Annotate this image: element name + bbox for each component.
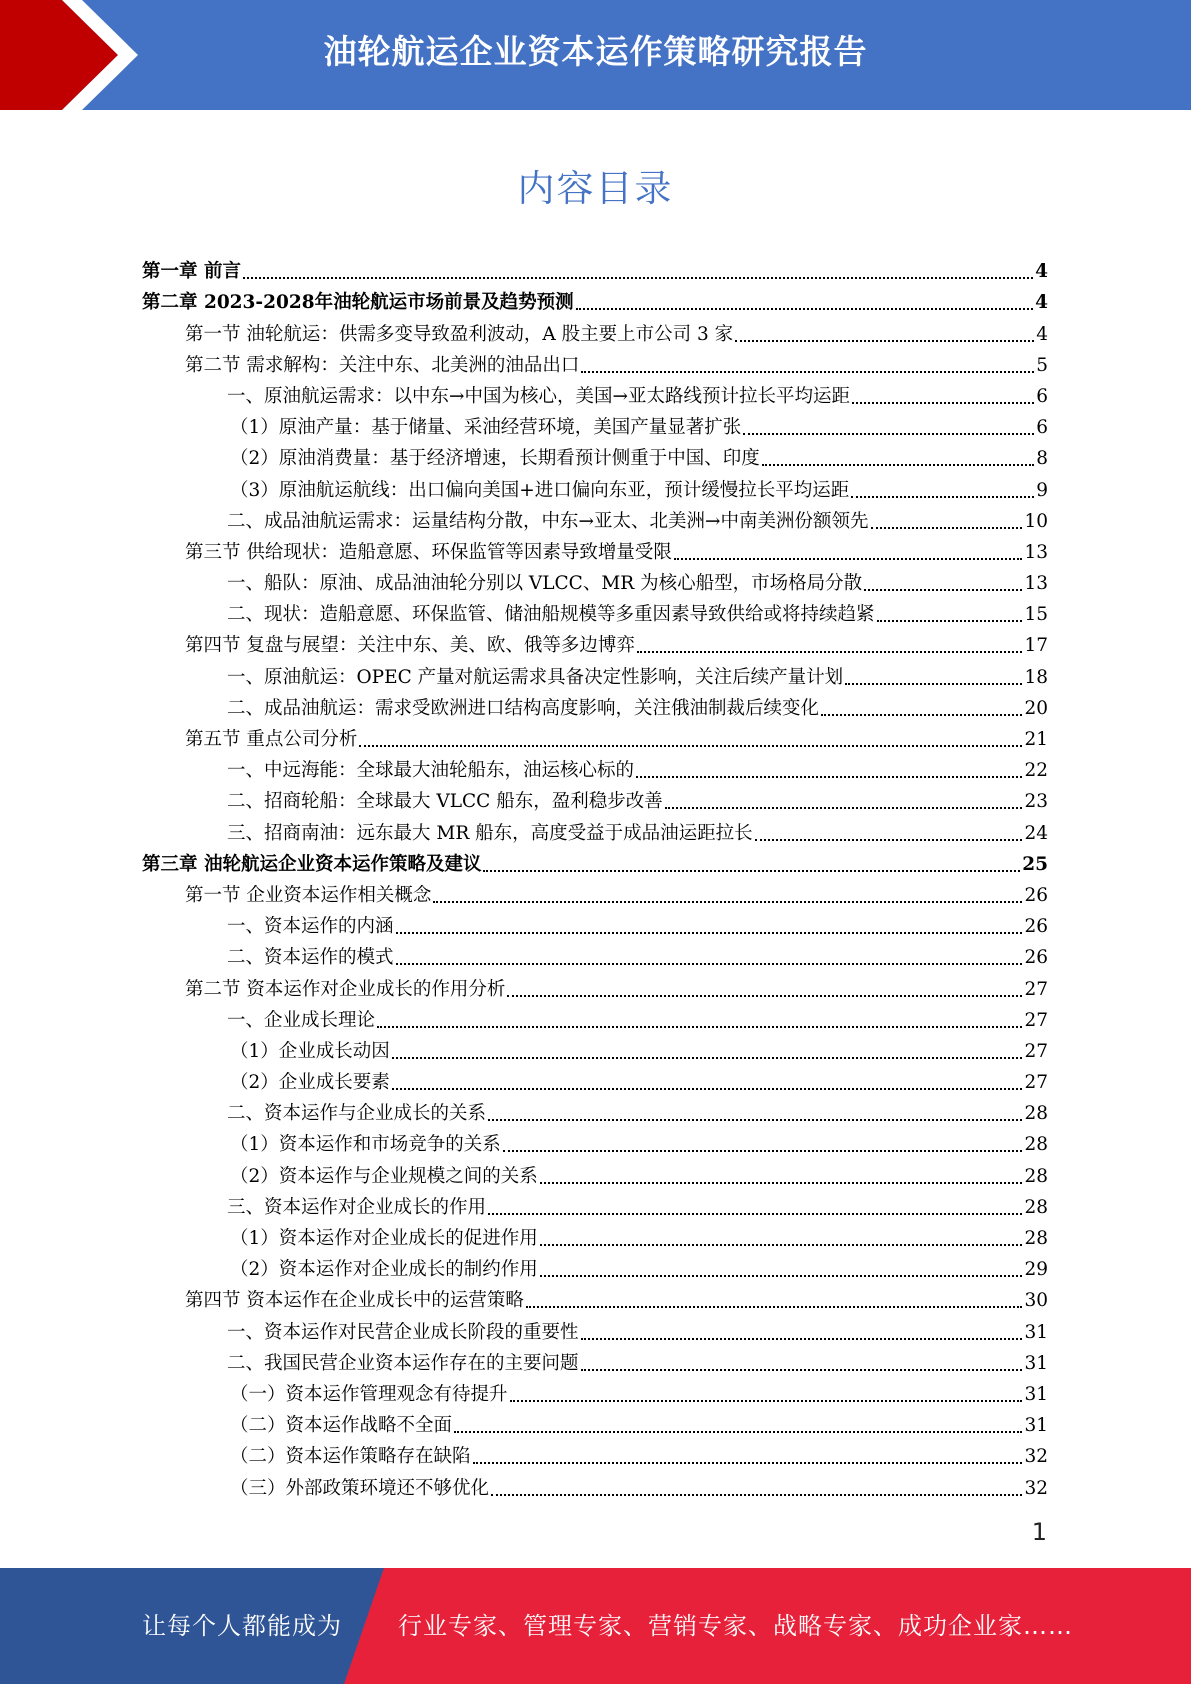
toc-leader-dots [674,558,1023,560]
toc-entry-page: 31 [1024,1321,1048,1343]
toc-leader-dots [877,620,1023,622]
toc-entry[interactable] [142,878,1048,909]
toc-leader-dots [377,1026,1022,1028]
toc-entry-page: 31 [1024,1415,1048,1437]
toc-entry[interactable] [142,1439,1048,1470]
toc-leader-dots [359,745,1022,747]
toc-entry-label: （二）资本运作战略不全面 [230,1415,453,1437]
report-title: 油轮航运企业资本运作策略研究报告 [323,32,868,71]
toc-entry[interactable] [142,753,1048,784]
toc-entry-page: 21 [1024,729,1048,750]
toc-entry-label: 第二节 需求解构：关注中东、北美洲的油品出口 [185,354,580,376]
toc-entry-label: 一、企业成长理论 [227,1009,376,1031]
toc-leader-dots [852,402,1034,404]
toc-leader-dots [576,308,1034,310]
toc-leader-dots [488,1213,1022,1215]
toc-entry-page: 18 [1024,666,1048,688]
toc-entry-page: 13 [1024,541,1048,563]
toc-entry-label: （二）资本运作策略存在缺陷 [230,1446,471,1468]
toc-entry-page: 5 [1036,354,1048,376]
toc-entry-page: 29 [1024,1259,1048,1281]
toc-entry-label: 二、我国民营企业资本运作存在的主要问题 [227,1352,579,1374]
toc-entry-label: 第四节 复盘与展望：关注中东、美、欧、俄等多边博弈 [185,635,635,657]
toc-entry-page: 30 [1024,1290,1048,1312]
toc-entry[interactable] [142,254,1048,285]
toc-entry-page: 17 [1024,635,1048,657]
toc-entry-page: 27 [1024,1072,1048,1094]
toc-leader-dots [637,651,1023,653]
toc-leader-dots [473,1462,1023,1464]
toc-entry[interactable] [142,316,1048,347]
toc-entry-label: 一、资本运作的内涵 [227,916,394,938]
toc-entry-page: 27 [1024,1040,1048,1062]
toc-entry-label: （2）资本运作与企业规模之间的关系 [230,1165,538,1187]
toc-entry[interactable] [142,472,1048,503]
toc-leader-dots [845,683,1022,685]
toc-entry-label: 第五节 重点公司分析 [185,729,358,750]
toc-entry[interactable] [142,940,1048,971]
toc-leader-dots [851,496,1034,498]
toc-leader-dots [392,1057,1023,1059]
toc-leader-dots [735,340,1034,342]
toc-entry-page: 31 [1024,1383,1048,1405]
toc-leader-dots [243,277,1033,279]
toc-entry[interactable] [142,659,1048,690]
toc-entry-page: 15 [1024,604,1048,626]
toc-entry[interactable] [142,628,1048,659]
toc-entry-label: （一）资本运作管理观念有待提升 [230,1383,508,1405]
toc-entry[interactable] [142,1377,1048,1408]
toc-entry[interactable] [142,535,1048,566]
toc-entry-label: 一、中远海能：全球最大油轮船东，油运核心标的 [227,760,635,782]
toc-entry-page: 23 [1024,791,1048,813]
toc-entry-page: 13 [1024,573,1048,595]
toc-leader-dots [396,963,1023,965]
toc-entry-page: 28 [1024,1165,1048,1187]
toc-entry-label: 第一节 企业资本运作相关概念 [185,884,432,906]
toc-entry-label: 一、原油航运：OPEC 产量对航运需求具备决定性影响，关注后续产量计划 [227,666,844,688]
toc-entry-page: 6 [1036,417,1048,439]
toc-entry-label: （1）企业成长动因 [230,1040,390,1062]
toc-leader-dots [864,589,1022,591]
toc-entry-page: 6 [1036,385,1048,407]
toc-entry-label: 第二节 资本运作对企业成长的作用分析 [185,978,506,1000]
toc-leader-dots [581,371,1034,373]
toc-entry[interactable] [142,1470,1048,1501]
toc-entry-label: 三、资本运作对企业成长的作用 [227,1196,487,1218]
toc-entry-page: 4 [1035,292,1048,314]
toc-entry[interactable] [142,1221,1048,1252]
toc-entry-page: 27 [1024,1009,1048,1031]
toc-leader-dots [510,1400,1023,1402]
toc-entry-label: 第四节 资本运作在企业成长中的运营策略 [185,1290,524,1312]
toc-entry-label: 一、资本运作对民营企业成长阶段的重要性 [227,1321,579,1343]
toc-leader-dots [665,807,1023,809]
toc-leader-dots [526,1306,1023,1308]
footer-slogan-left: 让每个人都能成为 [142,1612,342,1640]
toc-leader-dots [636,776,1022,778]
toc-entry[interactable] [142,1003,1048,1034]
toc-entry-page: 27 [1024,978,1048,1000]
toc-entry[interactable] [142,971,1048,1002]
toc-leader-dots [755,839,1023,841]
toc-entry[interactable] [142,441,1048,472]
toc-entry-page: 31 [1024,1352,1048,1374]
toc-entry-label: （1）资本运作对企业成长的促进作用 [230,1228,538,1249]
toc-entry-label: 二、资本运作与企业成长的关系 [227,1103,487,1125]
toc-leader-dots [762,464,1034,466]
toc-entry-label: （2）资本运作对企业成长的制约作用 [230,1259,538,1281]
header-band [0,0,1191,110]
toc-entry-label: 第三节 供给现状：造船意愿、环保监管等因素导致增量受限 [185,541,672,563]
toc-entry-label: 第二章 2023-2028年油轮航运市场前景及趋势预测 [142,292,574,314]
toc-entry-label: 三、招商南油：远东最大 MR 船东，高度受益于成品油运距拉长 [227,822,753,844]
toc-entry[interactable] [142,909,1048,940]
toc-entry[interactable] [142,348,1048,379]
toc-entry[interactable] [142,410,1048,441]
toc-entry-page: 32 [1024,1446,1048,1468]
toc-leader-dots [483,870,1020,872]
toc-entry-page: 32 [1024,1477,1048,1499]
toc-entry-page: 20 [1024,697,1048,719]
toc-entry[interactable] [142,1283,1048,1314]
toc-entry-label: （三）外部政策环境还不够优化 [230,1477,490,1499]
toc-entry-page: 25 [1022,853,1048,875]
toc-leader-dots [871,527,1023,529]
toc-leader-dots [540,1182,1023,1184]
toc-leader-dots [392,1088,1023,1090]
toc-entry[interactable] [142,1096,1048,1127]
toc-entry-label: （3）原油航运航线：出口偏向美国+进口偏向东亚，预计缓慢拉长平均运距 [230,479,850,501]
toc-entry-label: （2）原油消费量：基于经济增速，长期看预计侧重于中国、印度 [230,448,760,470]
toc-entry-page: 28 [1024,1228,1048,1249]
toc-leader-dots [540,1244,1023,1246]
toc-entry[interactable] [142,379,1048,410]
toc-leader-dots [488,1119,1022,1121]
toc-entry-page: 4 [1035,261,1048,283]
toc-entry[interactable] [142,1034,1048,1065]
toc-leader-dots [503,1150,1023,1152]
toc-entry-page: 9 [1036,479,1048,501]
toc-entry[interactable] [142,784,1048,815]
footer-slogan-right: 行业专家、管理专家、营销专家、战略专家、成功企业家…… [398,1612,1073,1640]
toc-entry-page: 28 [1024,1196,1048,1218]
toc-entry[interactable] [142,691,1048,722]
toc-entry[interactable] [142,722,1048,753]
toc-entry-label: 二、招商轮船：全球最大 VLCC 船东，盈利稳步改善 [227,791,663,813]
toc-list [142,254,1048,1502]
toc-entry-page: 26 [1024,916,1048,938]
toc-entry-label: 一、原油航运需求：以中东→中国为核心，美国→亚太路线预计拉长平均运距 [227,385,851,407]
toc-entry-label: 一、船队：原油、成品油油轮分别以 VLCC、MR 为核心船型，市场格局分散 [227,573,863,595]
toc-entry[interactable] [142,504,1048,535]
toc-entry-label: （1）资本运作和市场竞争的关系 [230,1134,501,1156]
toc-entry[interactable] [142,597,1048,628]
toc-leader-dots [507,995,1022,997]
toc-leader-dots [821,714,1022,716]
toc-entry[interactable] [142,1065,1048,1096]
footer-band [0,1568,1191,1684]
toc-entry[interactable] [142,847,1048,878]
toc-title: 内容目录 [517,167,674,210]
toc-leader-dots [433,901,1022,903]
toc-entry-page: 8 [1036,448,1048,470]
toc-leader-dots [581,1369,1023,1371]
toc-entry[interactable] [142,1314,1048,1345]
page-number: 1 [1031,1518,1047,1546]
toc-leader-dots [491,1494,1022,1496]
toc-leader-dots [540,1275,1023,1277]
toc-entry[interactable] [142,1158,1048,1189]
toc-entry[interactable] [142,566,1048,597]
toc-leader-dots [743,433,1034,435]
toc-entry-label: 二、资本运作的模式 [227,947,394,969]
toc-entry-label: 二、成品油航运需求：运量结构分散，中东→亚太、北美洲→中南美洲份额领先 [227,510,869,532]
toc-entry[interactable] [142,815,1048,846]
toc-entry[interactable] [142,1127,1048,1158]
toc-entry-page: 28 [1024,1134,1048,1156]
toc-leader-dots [454,1431,1022,1433]
toc-entry-page: 24 [1024,822,1048,844]
toc-entry-label: 二、现状：造船意愿、环保监管、储油船规模等多重因素导致供给或将持续趋紧 [227,604,875,626]
toc-leader-dots [396,932,1023,934]
toc-entry-page: 26 [1024,884,1048,906]
toc-entry-label: （1）原油产量：基于储量、采油经营环境，美国产量显著扩张 [230,417,742,439]
toc-entry[interactable] [142,1346,1048,1377]
toc-entry-page: 10 [1024,510,1048,532]
toc-entry-page: 4 [1036,323,1048,345]
toc-entry-page: 22 [1024,760,1048,782]
toc-entry-label: （2）企业成长要素 [230,1072,390,1094]
toc-entry-label: 第一节 油轮航运：供需多变导致盈利波动，A 股主要上市公司 3 家 [185,323,734,345]
toc-leader-dots [581,1338,1023,1340]
toc-entry[interactable] [142,1190,1048,1221]
toc-entry-label: 第一章 前言 [142,261,241,283]
toc-entry[interactable] [142,1252,1048,1283]
toc-entry[interactable] [142,1408,1048,1439]
toc-entry-label: 第三章 油轮航运企业资本运作策略及建议 [142,853,482,875]
toc-entry-label: 二、成品油航运：需求受欧洲进口结构高度影响，关注俄油制裁后续变化 [227,697,820,719]
toc-entry[interactable] [142,285,1048,316]
toc-entry-page: 28 [1024,1103,1048,1125]
toc-entry-page: 26 [1024,947,1048,969]
